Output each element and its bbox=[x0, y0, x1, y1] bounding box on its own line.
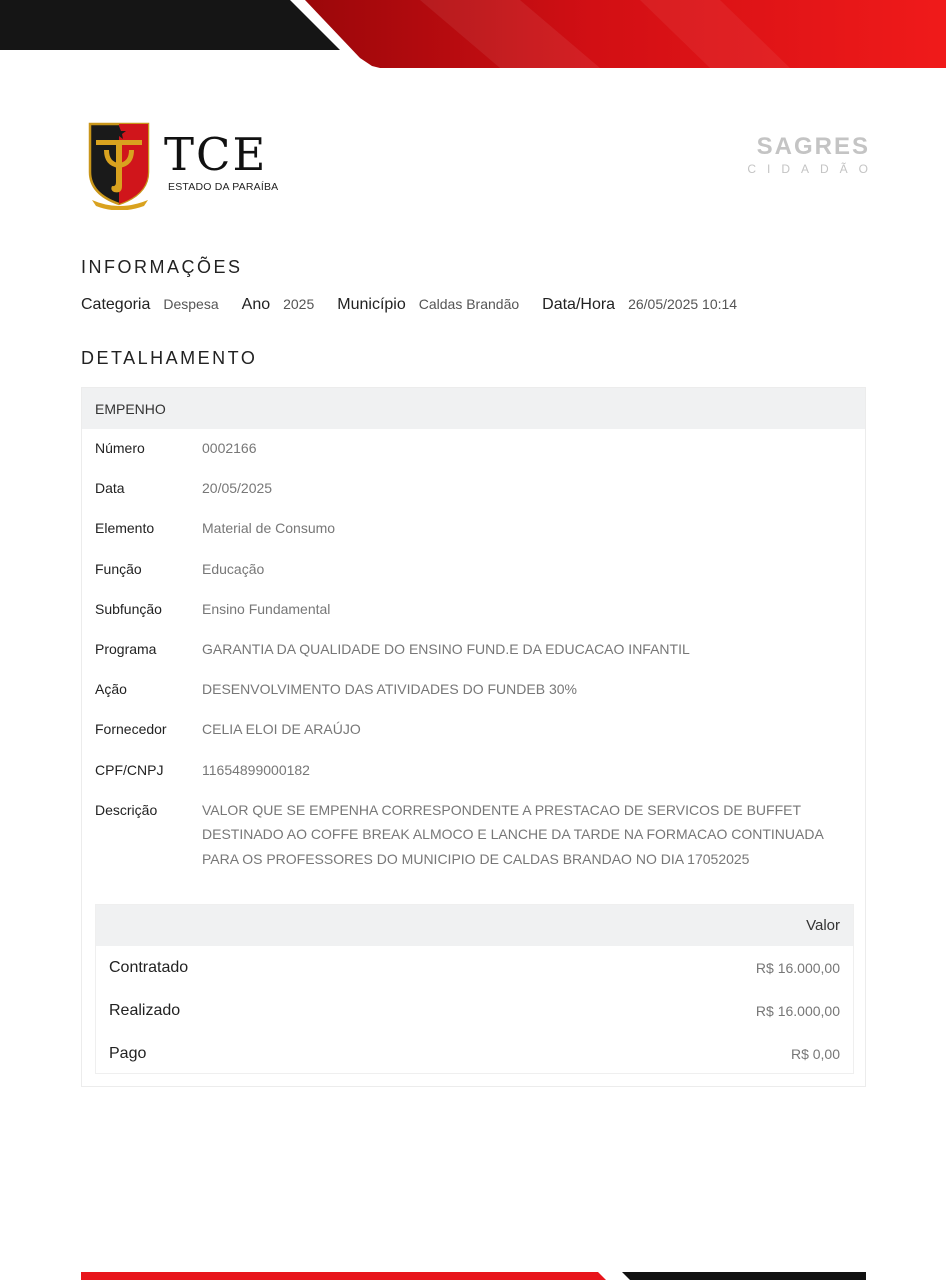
detail-label: Data bbox=[95, 480, 125, 497]
empenho-details bbox=[95, 439, 855, 871]
info-value-municipio: Caldas Brandão bbox=[418, 296, 520, 312]
top-banner bbox=[0, 0, 946, 68]
bottom-banner bbox=[0, 1272, 946, 1280]
detail-value: Ensino Fundamental bbox=[202, 600, 331, 617]
values-label: Realizado bbox=[109, 1001, 181, 1019]
detail-row-subfuncao bbox=[95, 600, 855, 640]
detail-value: GARANTIA DA QUALIDADE DO ENSINO FUND.E DA EDUCACAO INFANTIL bbox=[202, 640, 690, 657]
values-amount: R$ 0,00 bbox=[790, 1045, 840, 1062]
detail-row-descricao bbox=[95, 801, 855, 872]
detail-label: Número bbox=[95, 440, 145, 456]
detail-row-data bbox=[95, 479, 855, 519]
detail-row-elemento bbox=[95, 519, 855, 559]
detail-label: Ação bbox=[95, 681, 127, 698]
values-row-pago bbox=[96, 1032, 853, 1075]
detail-row-cpf-cnpj bbox=[95, 761, 855, 801]
values-table-header: Valor bbox=[96, 905, 853, 946]
description-line: PARA OS PROFESSORES DO MUNICIPIO DE CALDAS BRANDAO NO DIA 17052025 bbox=[202, 850, 750, 867]
info-label-categoria: Categoria bbox=[81, 296, 151, 313]
detail-row-programa bbox=[95, 640, 855, 680]
values-row-realizado bbox=[96, 989, 853, 1032]
values-label: Contratado bbox=[109, 958, 189, 976]
empenho-panel bbox=[81, 387, 866, 1087]
detail-value: 0002166 bbox=[202, 440, 257, 456]
values-row-contratado bbox=[96, 946, 853, 989]
detail-label: Programa bbox=[95, 640, 157, 657]
info-label-ano: Ano bbox=[241, 296, 271, 313]
info-section-title: INFORMAÇÕES bbox=[81, 257, 243, 277]
info-fields bbox=[81, 296, 760, 314]
tce-shield-icon bbox=[86, 120, 156, 210]
detail-row-funcao bbox=[95, 560, 855, 600]
description-line: VALOR QUE SE EMPENHA CORRESPONDENTE A PRESTACAO DE SERVICOS DE BUFFET bbox=[202, 801, 802, 818]
info-label-municipio: Município bbox=[337, 296, 406, 313]
info-value-ano: 2025 bbox=[283, 296, 315, 312]
info-value-categoria: Despesa bbox=[163, 296, 219, 312]
tce-logo bbox=[86, 120, 286, 210]
brand-name: SAGRES bbox=[756, 133, 870, 160]
empenho-panel-header: EMPENHO bbox=[82, 388, 865, 429]
detail-row-fornecedor bbox=[95, 720, 855, 760]
description-line: DESTINADO AO COFFE BREAK ALMOCO E LANCHE DA TARDE NA FORMACAO CONTINUADA bbox=[202, 826, 824, 843]
detail-label: Função bbox=[95, 560, 142, 577]
detail-value: CELIA ELOI DE ARAÚJO bbox=[202, 721, 361, 738]
values-amount: R$ 16.000,00 bbox=[755, 1002, 840, 1019]
org-abbr: TCE bbox=[164, 128, 268, 181]
org-subtitle: ESTADO DA PARAÍBA bbox=[168, 181, 279, 193]
detail-value: Educação bbox=[202, 560, 265, 577]
detail-value: DESENVOLVIMENTO DAS ATIVIDADES DO FUNDEB 30% bbox=[202, 681, 577, 698]
detail-label: Fornecedor bbox=[95, 721, 167, 738]
values-table bbox=[95, 904, 854, 1074]
detail-label: Elemento bbox=[95, 520, 155, 537]
detail-value: 11654899000182 bbox=[202, 761, 310, 778]
detail-row-acao bbox=[95, 680, 855, 720]
detail-description bbox=[202, 798, 824, 872]
detail-label: Descrição bbox=[95, 801, 158, 818]
values-amount: R$ 16.000,00 bbox=[755, 959, 840, 976]
brand-subtitle: CIDADÃO bbox=[747, 162, 879, 176]
detail-row-numero bbox=[95, 439, 855, 479]
info-label-data-hora: Data/Hora bbox=[542, 296, 616, 313]
detail-label: Subfunção bbox=[95, 600, 162, 617]
detail-section-title: DETALHAMENTO bbox=[81, 348, 258, 368]
detail-label: CPF/CNPJ bbox=[95, 761, 164, 778]
sagres-logo bbox=[730, 133, 879, 184]
info-value-data-hora: 26/05/2025 10:14 bbox=[628, 296, 738, 312]
detail-value: Material de Consumo bbox=[202, 520, 336, 537]
values-label: Pago bbox=[109, 1044, 147, 1062]
detail-value: 20/05/2025 bbox=[202, 480, 273, 497]
